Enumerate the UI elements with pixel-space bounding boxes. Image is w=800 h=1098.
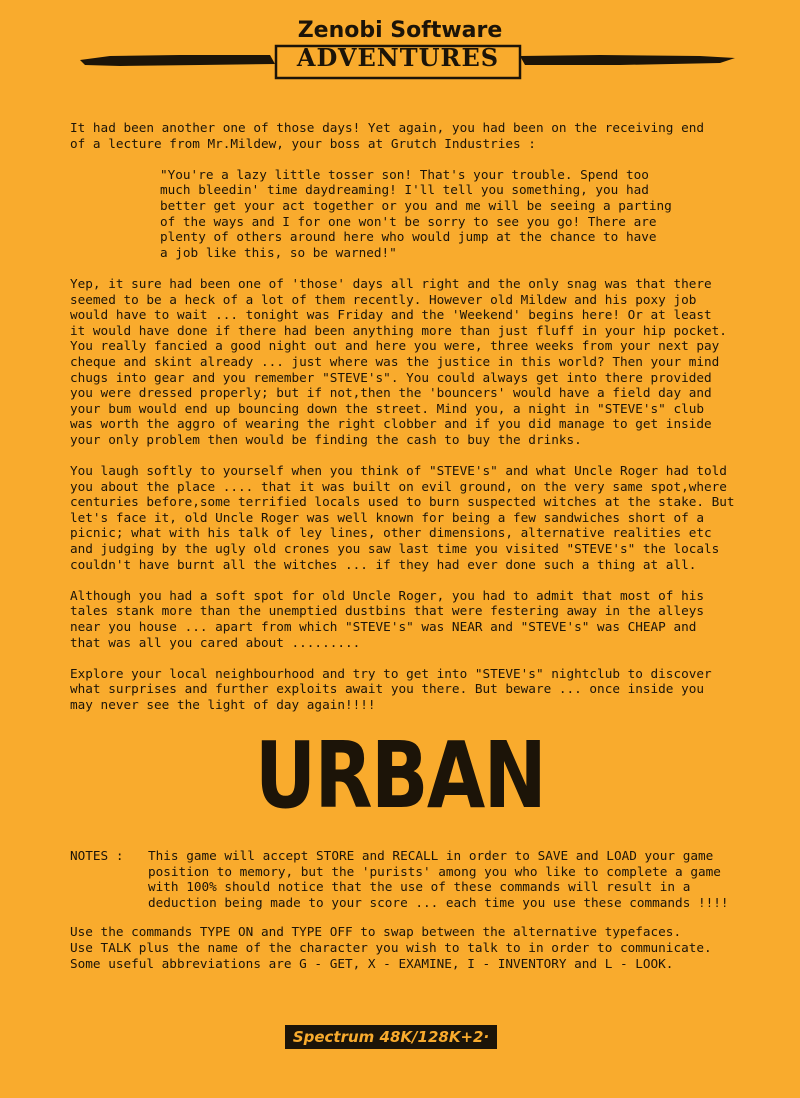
adventures-banner: ADVENTURES	[296, 43, 500, 72]
platform-badge: Spectrum 48K/128K+2·	[285, 1025, 497, 1049]
story-paragraph-5: Explore your local neighbourhood and try to get into "STEVE's" nightclub to discover what surprises and further exploits await you there. But beware ... once inside you may never see the light of day again!!!!	[70, 665, 712, 712]
header	[0, 10, 800, 80]
story-paragraph-2: Yep, it sure had been one of 'those' days all right and the only snag was that there seemed to be a heck of a lot of them recently. However old Mildew and his poxy job would have to wait ... tonight was Friday and the 'Weekend' begins here! Or at least it would have done if there had been anything more than just fluff in your hip pocket. You really fancied a good night out and here you were, three weeks from your next pay cheque and skint already ... just where was the justice in this world? Then your mind chugs into gear and you remember "STEVE's". You could always get into there provided you were dressed properly; but if not,then the 'bouncers' would have a field day and your bum would end up bouncing down the street. Mind you, a night in "STEVE's" club was worth the aggro of wearing the right clobber and if you did manage to get inside your only problem then would be finding the cash to buy the drinks.	[70, 275, 727, 447]
story-text	[70, 120, 782, 728]
story-paragraph-4: Although you had a soft spot for old Uncle Roger, you had to admit that most of his tales stank more than the unemptied dustbins that were festering away in the alleys near you house ... apart from which "STEVE's" was NEAR and "STEVE's" was CHEAP and that was all you cared about .........	[70, 587, 704, 650]
boss-quote: "You're a lazy little tosser son! That's your trouble. Spend too much bleedin' time daydreaming! I'll tell you something, you had better get your act together or you and me will be seeing a parting of the ways and I for one won't be sorry to see you go! There are plenty of others around here who would jump at the chance to have a job like this, so be warned!"	[160, 166, 672, 260]
notes-section	[70, 848, 782, 971]
story-paragraph-1: It had been another one of those days! Yet again, you had been on the receiving end of a lecture from Mr.Mildew, your boss at Grutch Industries :	[70, 120, 704, 151]
publisher-name: Zenobi Software	[297, 18, 503, 43]
notes-text: This game will accept STORE and RECALL in order to SAVE and LOAD your game position to memory, but the 'purists' among you who like to complete a game with 100% should notice that the use of these commands will result in a deduction being made to your score ... each time you use these commands !!!!	[148, 848, 729, 910]
notes-label: NOTES :	[70, 848, 124, 863]
story-paragraph-3: You laugh softly to yourself when you think of "STEVE's" and what Uncle Roger had told you about the place .... that it was built on evil ground, on the very same spot,where centuries before,some terrified locals used to burn suspected witches at the stake. But let's face it, old Uncle Roger was well known for being a few sandwiches short of a picnic; what with his talk of ley lines, other dimensions, alternative realities etc and judging by the ugly old crones you saw last time you visited "STEVE's" the locals couldn't have burnt all the witches ... if they had ever done such a thing at all.	[70, 463, 735, 572]
game-title: URBAN	[254, 722, 546, 829]
usage-instructions: Use the commands TYPE ON and TYPE OFF to swap between the alternative typefaces. Use TALK plus the name of the character you wish to talk to in order to communicate. Some useful abbreviations are G - GET, X - EXAMINE, I - INVENTORY and L - LOOK.	[70, 924, 712, 971]
